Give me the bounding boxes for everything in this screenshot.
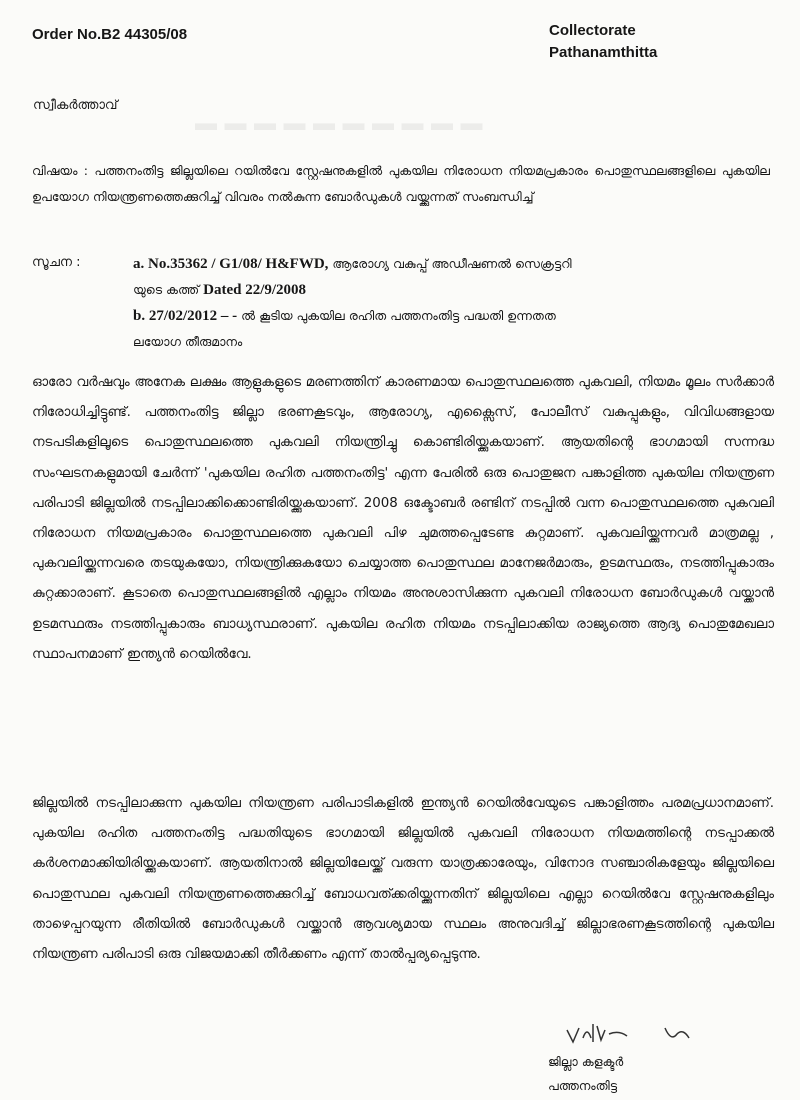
reference-a-text2: യുടെ കത്ത് [133, 282, 200, 297]
reference-a-text: ആരോഗ്യ വകുപ്പ് അഡീഷണൽ സെക്രട്ടറി [332, 256, 572, 271]
reference-b-line2: ലയോഗ തീരുമാനം [133, 334, 243, 349]
subject-text: വിഷയം : പത്തനംതിട്ട ജില്ലയിലെ റയിൽവേ സ്റ്റേഷനുകളിൽ പുകയില നിരോധന നിയമപ്രകാരം പൊതുസ്ഥലങ്ങളിലെ പുകയില ഉപയോഗ നിയന്ത്രണത്തെക്കുറിച്ച് വിവരം നൽകുന്ന ബോർഡുകൾ വയ്ക്കുന്നത് സംബന്ധിച്ച് [32, 163, 770, 204]
signatory-title: ജില്ലാ കളക്ടർ [548, 1054, 624, 1069]
reference-a [133, 251, 773, 277]
reference-b-date: b. 27/02/2012 – - [133, 308, 238, 324]
signatory-block [548, 1050, 623, 1098]
reference-b [133, 303, 773, 329]
reference-label: സൂചന : [32, 255, 81, 270]
reference-b-text: ൽ കൂടിയ പുകയില രഹിത പത്തനംതിട്ട പദ്ധതി ഉന്നതത [241, 308, 556, 323]
recipient-line: സ്വീകർത്താവ് [33, 98, 118, 113]
order-number: Order No.B2 44305/08 [32, 26, 188, 43]
office-name: Collectorate [549, 22, 636, 39]
office-address [549, 20, 657, 64]
handwritten-signature [561, 1020, 711, 1050]
body-paragraph-2: ജില്ലയിൽ നടപ്പിലാക്കുന്ന പുകയില നിയന്ത്രണ പരിപാടികളിൽ ഇന്ത്യൻ റെയിൽവേയുടെ പങ്കാളിത്തം പരമപ്രധാനമാണ്. പുകയില രഹിത പത്തനംതിട്ട പദ്ധതിയുടെ ഭാഗമായി ജില്ലയിൽ പുകവലി നിരോധന നിയമത്തിന്റെ നടപ്പാക്കൽ കർശനമാക്കിയിരിയ്ക്കുകയാണ്. ആയതിനാൽ ജില്ലയിലേയ്ക്ക് വരുന്ന യാത്രക്കാരേയും, വിനോദ സഞ്ചാരികളേയും ജില്ലയിലെ പൊതുസ്ഥല പുകവലി നിയന്ത്രണത്തെക്കുറിച്ച് ബോധവത്ക്കരിയ്ക്കുന്നതിന് ജില്ലയിലെ എല്ലാ റെയിൽവേ സ്റ്റേഷനുകളിലും താഴെപ്പറയുന്ന രീതിയിൽ ബോർഡുകൾ വയ്ക്കാൻ ആവശ്യമായ സ്ഥലം അനുവദിച്ച് ജില്ലാഭരണകൂടത്തിന്റെ പുകയില നിയന്ത്രണ പരിപാടി ഒരു വിജയമാക്കി തീർക്കണം എന്ന് താൽപ്പര്യപ്പെടുന്നു. [32, 796, 774, 963]
body-paragraph-1: ഓരോ വർഷവും അനേക ലക്ഷം ആളുകളുടെ മരണത്തിന് കാരണമായ പൊതുസ്ഥലത്തെ പുകവലി, നിയമം മൂലം സർക്കാർ നിരോധിച്ചിട്ടുണ്ട്. പത്തനംതിട്ട ജില്ലാ ഭരണകൂടവും, ആരോഗ്യ, എക്സൈസ്, പോലീസ് വകുപ്പുകളും, വിവിധങ്ങളായ നടപടികളിലൂടെ പൊതുസ്ഥലത്തെ പുകവലി നിയന്ത്രിച്ചു കൊണ്ടിരിയ്ക്കുകയാണ്. ആയതിന്റെ ഭാഗമായി സന്നദ്ധ സംഘടനകളുമായി ചേർന്ന് 'പുകയില രഹിത പത്തനംതിട്ട' എന്ന പേരിൽ ഒരു പൊതുജന പങ്കാളിത്ത പുകയില നിയന്ത്രണ പരിപാടി ജില്ലയിൽ നടപ്പിലാക്കിക്കൊണ്ടിരിയ്ക്കുകയാണ്. 2008 ഒക്ടോബർ രണ്ടിന് നടപ്പിൽ വന്ന പൊതുസ്ഥലത്തെ പുകവലി നിരോധന നിയമപ്രകാരം പൊതുസ്ഥലത്തെ പുകവലി പിഴ ചുമത്തപ്പെടേണ്ട കുറ്റമാണ്. പുകവലിയ്ക്കുന്നവർ മാത്രമല്ല , പുകവലിയ്ക്കുന്നവരെ തടയുകയോ, നിയന്ത്രിക്കുകയോ ചെയ്യാത്ത പൊതുസ്ഥല മാനേജർമാരും, ഉടമസ്ഥരും, നടത്തിപ്പുകാരും കുറ്റക്കാരാണ്. കൂടാതെ പൊതുസ്ഥലങ്ങളിൽ എല്ലാം നിയമം അനുശാസിക്കുന്ന പുകവലി നിരോധന ബോർഡുകൾ വയ്ക്കാൻ ഉടമസ്ഥരും നടത്തിപ്പുകാരും ബാധ്യസ്ഥരാണ്. പുകയില രഹിത നിയമം നടപ്പിലാക്കിയ രാജ്യത്തെ ആദ്യ പൊതുമേഖലാ സ്ഥാപനമാണ് ഇന്ത്യൻ റെയിൽവേ. [32, 375, 774, 662]
signatory-place: പത്തനംതിട്ട [548, 1078, 618, 1093]
reference-a-number: a. No.35362 / G1/08/ H&FWD, [133, 256, 329, 272]
reference-a-line2 [133, 277, 773, 303]
show-through-watermark: ▬ ▬ ▬ ▬ ▬ ▬ ▬ ▬ ▬ ▬ [195, 110, 484, 135]
reference-a-dated: Dated 22/9/2008 [203, 282, 307, 298]
reference-block [133, 251, 773, 354]
office-place: Pathanamthitta [549, 44, 658, 61]
